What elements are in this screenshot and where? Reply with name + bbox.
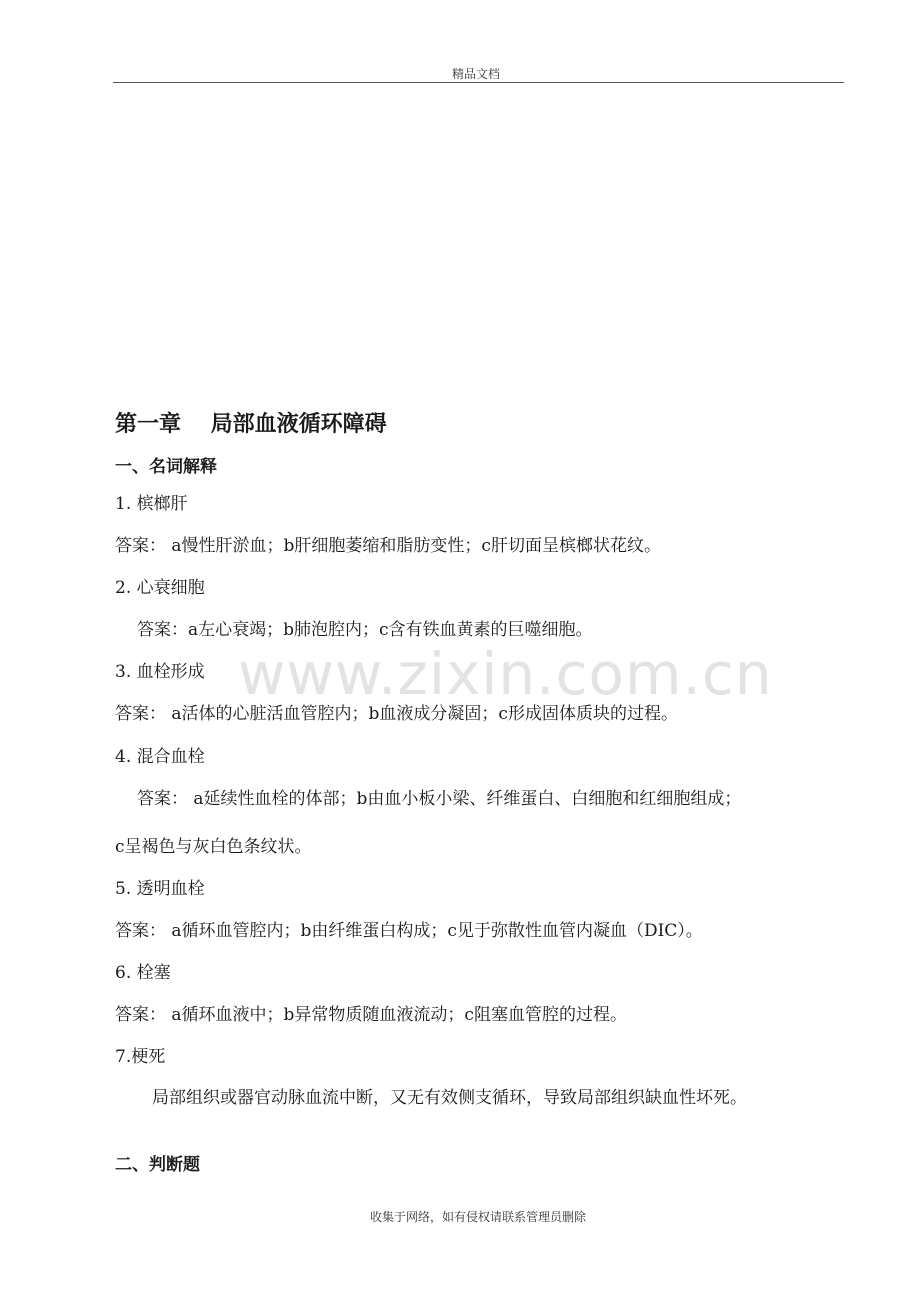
answer-2: 答案：a左心衰竭；b肺泡腔内；c含有铁血黄素的巨噬细胞。 [137,620,593,640]
header-rule [113,82,844,83]
answer-3: 答案： a活体的心脏活血管腔内；b血液成分凝固；c形成固体质块的过程。 [115,704,678,724]
answer-5: 答案： a循环血管腔内；b由纤维蛋白构成；c见于弥散性血管内凝血（DIC）。 [115,921,703,941]
answer-7: 局部组织或器官动脉血流中断，又无有效侧支循环，导致局部组织缺血性坏死。 [152,1088,747,1108]
section-title-true-false: 二、判断题 [115,1155,200,1175]
term-2: 2. 心衰细胞 [115,578,205,598]
term-3: 3. 血栓形成 [115,662,205,682]
answer-4-continued: c呈褐色与灰白色条纹状。 [115,837,312,857]
page-footer: 收集于网络，如有侵权请联系管理员删除 [369,1210,586,1224]
section-title-definitions: 一、名词解释 [115,457,217,477]
watermark: www.zixin.com.cn [238,640,773,708]
term-6: 6. 栓塞 [115,963,171,983]
term-7: 7.梗死 [115,1047,166,1067]
term-1: 1. 槟榔肝 [115,494,188,514]
answer-6: 答案： a循环血液中；b异常物质随血液流动；c阻塞血管腔的过程。 [115,1005,627,1025]
answer-1: 答案： a慢性肝淤血；b肝细胞萎缩和脂肪变性；c肝切面呈槟榔状花纹。 [115,536,661,556]
term-5: 5. 透明血栓 [115,879,205,899]
term-4: 4. 混合血栓 [115,747,205,767]
page-header: 精品文档 [451,67,500,81]
chapter-title: 第一章 局部血液循环障碍 [115,411,387,437]
answer-4: 答案： a延续性血栓的体部；b由血小板小梁、纤维蛋白、白细胞和红细胞组成； [137,789,742,809]
